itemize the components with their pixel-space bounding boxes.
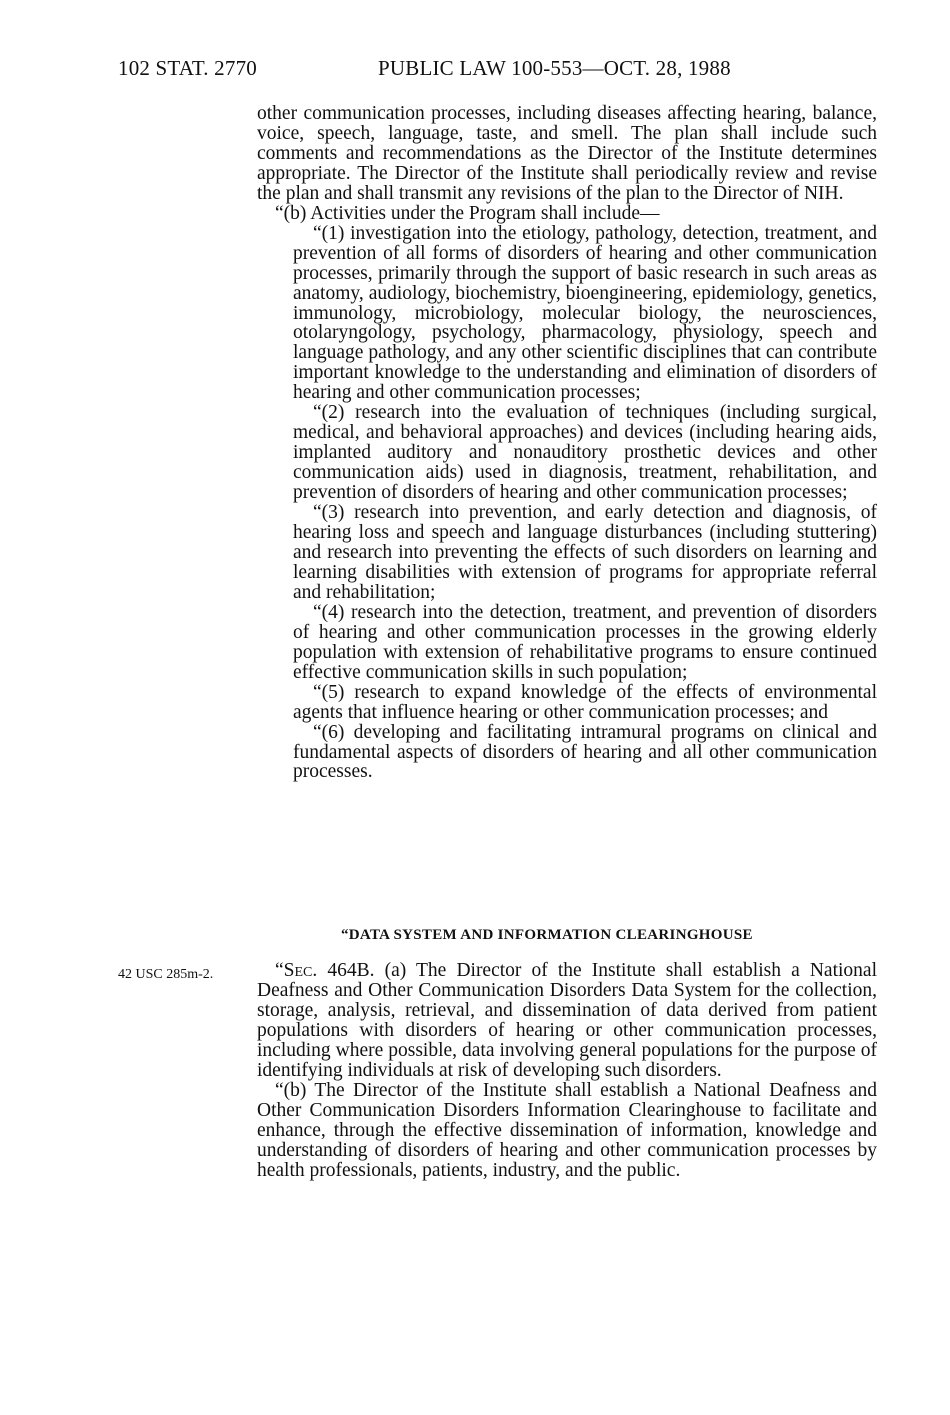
statute-page-number: 102 STAT. 2770: [118, 56, 257, 80]
sec-label: Sec.: [283, 960, 318, 981]
public-law-heading: PUBLIC LAW 100-553—OCT. 28, 1988: [378, 56, 731, 80]
activity-item: “(6) developing and facilitating intramural programs on clinical and fundamental aspects of disorders of hearing and all other communication processes.: [293, 721, 877, 783]
activity-item: “(2) research into the evaluation of techniques (including surgical, medical, and behavioral approaches) and devices (including hearing aids, implanted auditory and nonauditory prosthetic devices and other communication aids) used in diagnosis, treatment, rehabilitation, and prevention of disorders of hearing and other communication processes;: [293, 402, 877, 504]
activity-item: “(4) research into the detection, treatment, and prevention of disorders of hearing and other communication processes in the growing elderly population with extension of rehabilitative programs to ensure continued effective communication skills in such population;: [293, 601, 877, 683]
section-caption: “DATA SYSTEM AND INFORMATION CLEARINGHOUSE: [341, 927, 753, 943]
section-464b-block: [257, 961, 877, 1180]
open-quote: “: [275, 960, 284, 981]
section-464b-b: “(b) The Director of the Institute shall establish a National Deafness and Other Communication Disorders Information Clearinghouse to facilitate and enhance, through the effective dissemination of information, knowledge and understanding of disorders of hearing and other communication processes by health professionals, patients, industry, and the public.: [257, 1079, 877, 1181]
activities-list: [293, 224, 877, 783]
activity-item: “(1) investigation into the etiology, pathology, detection, treatment, and prevention of all forms of disorders of hearing and other communication processes, primarily through the support of basic research in such areas as anatomy, audiology, biochemistry, bioengineering, epidemiology, genetics, immunology, microbiology, molecular biology, the neurosciences, otolaryngology, psychology, pharmacology, physiology, speech and language pathology, and any other scientific disciplines that can contribute important knowledge to the understanding and elimination of disorders of hearing and other communication processes;: [293, 222, 877, 404]
subsection-b-intro: “(b) Activities under the Program shall include—: [275, 202, 660, 224]
sec-a-text: 464B. (a) The Director of the Institute shall establish a National Deafness and Other Communication Disorders Data System for the collection, storage, analysis, retrieval, and dissemination of data derived from patient populations with disorders of hearing or other communication processes, including where possible, data involving general populations for the purpose of identifying individuals at risk of developing such disorders.: [257, 960, 877, 1081]
activity-item: “(5) research to expand knowledge of the effects of environmental agents that influence hearing or other communication processes; and: [293, 681, 877, 723]
program-text-block: [257, 104, 877, 782]
plan-paragraph: other communication processes, including diseases affecting hearing, balance, voice, speech, language, taste, and smell. The plan shall include such comments and recommendations as the Director of the Institute determines appropriate. The Director of the Institute shall periodically review and revise the plan and shall transmit any revisions of the plan to the Director of NIH.: [257, 103, 877, 204]
activity-item: “(3) research into prevention, and early detection and diagnosis, of hearing loss and speech and language disturbances (including stuttering) and research into preventing the effects of such disorders on learning and learning disabilities with extension of programs for appropriate referral and rehabilitation;: [293, 502, 877, 603]
section-464b-a: [257, 961, 877, 1081]
margin-citation: 42 USC 285m-2.: [118, 967, 214, 982]
